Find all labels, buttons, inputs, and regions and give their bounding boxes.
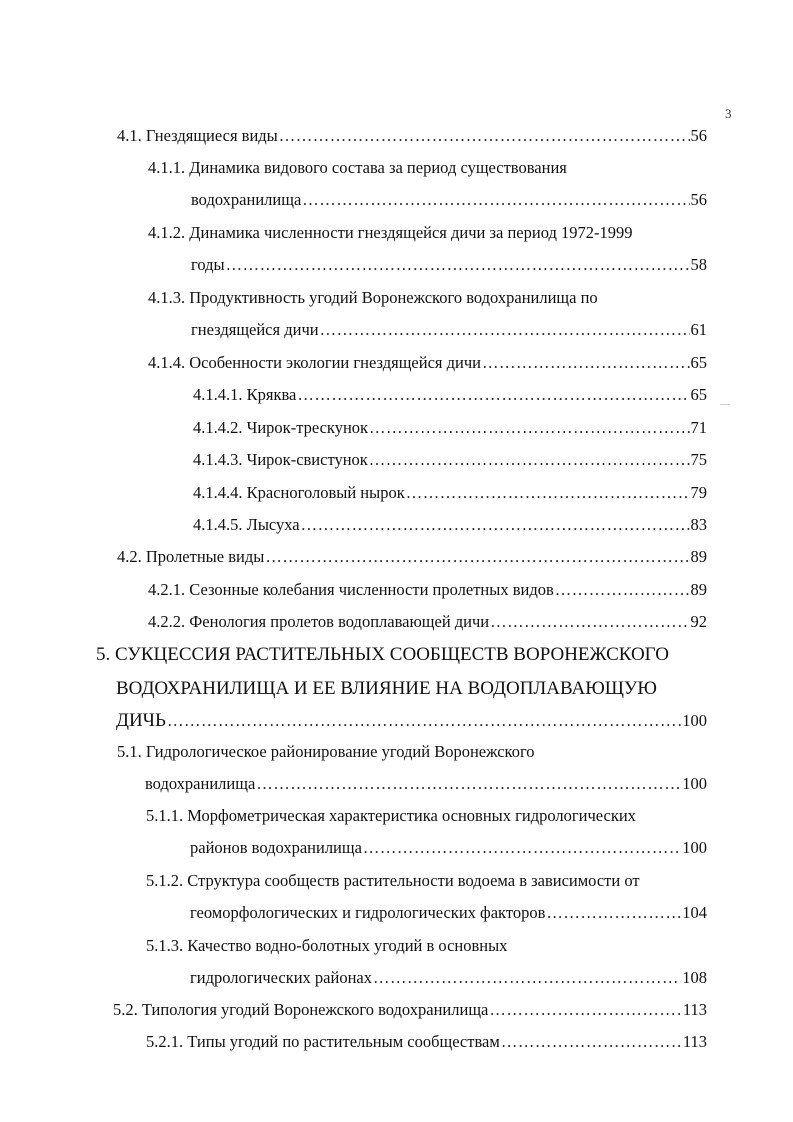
toc-title: 4.2. Пролетные виды (117, 547, 265, 566)
toc-row (148, 612, 707, 632)
toc-entry (113, 1000, 707, 1020)
toc-title-line: 5.1. Гидрологическое районирование угодий Воронежского (117, 742, 535, 761)
toc-entry (146, 936, 707, 988)
toc-title: годы (191, 255, 225, 274)
toc-row (148, 190, 707, 210)
toc-leader (363, 838, 681, 858)
toc-page: 56 (690, 190, 707, 209)
toc-row (193, 385, 707, 405)
toc-page: 83 (690, 515, 707, 534)
toc-leader (167, 709, 681, 733)
toc-page: 79 (690, 483, 707, 502)
toc-entry (146, 871, 707, 923)
toc-page: 65 (690, 353, 707, 372)
toc-page: 100 (682, 774, 707, 793)
toc-page: 100 (682, 711, 707, 730)
toc-entry (117, 126, 707, 146)
toc-title: 4.2.2. Фенология пролетов водоплавающей дичи (148, 612, 490, 631)
toc-title: 4.1.4.1. Кряква (193, 385, 297, 404)
toc-leader (265, 547, 689, 567)
toc-title-line: 4.1.2. Динамика численности гнездящейся дичи за период 1972-1999 (148, 223, 633, 242)
toc-entry (193, 483, 707, 503)
toc-title: 4.2.1. Сезонные колебания численности пролетных видов (148, 580, 554, 599)
toc-entry (193, 515, 707, 535)
toc-page: 92 (690, 612, 707, 631)
toc-entry (146, 806, 707, 858)
toc-title: геоморфологических и гидрологических факторов (190, 903, 546, 922)
toc-leader (490, 612, 689, 632)
toc-row (193, 515, 707, 535)
toc-leader (489, 1000, 682, 1020)
toc-page: 100 (682, 838, 707, 857)
toc-title-line: 5.1.3. Качество водно-болотных угодий в основных (146, 936, 508, 955)
toc-leader (373, 968, 681, 988)
toc-page: 108 (682, 968, 707, 987)
toc-page: 56 (690, 126, 707, 145)
toc-entry (148, 158, 707, 210)
toc-title: гидрологических районах (190, 968, 372, 987)
toc-page: 58 (690, 255, 707, 274)
toc-row (96, 709, 707, 733)
toc-row (117, 774, 707, 794)
toc-title-line: 5. СУКЦЕССИЯ РАСТИТЕЛЬНЫХ СООБЩЕСТВ ВОРОНЕЖСКОГО (96, 644, 669, 665)
toc-leader (501, 1032, 682, 1052)
toc-title-line: 5.1.2. Структура сообществ растительности водоема в зависимости от (146, 871, 640, 890)
toc-leader (297, 385, 689, 405)
toc-title: 4.1. Гнездящиеся виды (117, 126, 278, 145)
toc-page: 113 (682, 1000, 707, 1019)
toc-leader (256, 774, 681, 794)
page-number: 3 (725, 106, 732, 121)
toc-row (148, 353, 707, 373)
toc-row (148, 580, 707, 600)
toc-entry (117, 742, 707, 794)
toc-leader (302, 190, 689, 210)
toc-title: 4.1.4.5. Лысуха (193, 515, 300, 534)
toc-entry (193, 450, 707, 470)
toc-leader (320, 320, 690, 340)
toc-row (146, 903, 707, 923)
toc-title-line: 4.1.1. Динамика видового состава за период существования (148, 158, 567, 177)
toc-title-line: ВОДОХРАНИЛИЩА И ЕЕ ВЛИЯНИЕ НА ВОДОПЛАВАЮЩУЮ (116, 678, 657, 699)
toc-entry (146, 1032, 707, 1052)
toc-leader (369, 418, 689, 438)
toc-row (148, 255, 707, 275)
toc-row (146, 838, 707, 858)
toc-title: водохранилища (145, 774, 256, 793)
toc-leader (546, 903, 681, 923)
toc-row (146, 968, 707, 988)
toc-title: ДИЧЬ (116, 710, 166, 731)
toc-leader (369, 450, 690, 470)
toc-page: 104 (682, 903, 707, 922)
toc-leader (279, 126, 690, 146)
toc-entry (148, 580, 707, 600)
toc-row (146, 1032, 707, 1052)
toc-entry (193, 418, 707, 438)
toc-entry (148, 353, 707, 373)
toc-page: 61 (690, 320, 707, 339)
toc-row (117, 126, 707, 146)
toc-title: 5.2.1. Типы угодий по растительным сообществам (146, 1032, 500, 1051)
toc-row (193, 450, 707, 470)
toc-title-line: 5.1.1. Морфометрическая характеристика основных гидрологических (146, 806, 636, 825)
toc-entry (148, 288, 707, 340)
toc-row (113, 1000, 707, 1020)
toc-row (193, 418, 707, 438)
toc-page: 113 (682, 1032, 707, 1051)
toc-page: 75 (690, 450, 707, 469)
toc-row (117, 547, 707, 567)
toc-page: 89 (690, 580, 707, 599)
toc-entry (148, 612, 707, 632)
toc-title: 4.1.4.2. Чирок-трескунок (193, 418, 369, 437)
toc-leader (555, 580, 690, 600)
toc-title-line: 4.1.3. Продуктивность угодий Воронежского водохранилища по (148, 288, 598, 307)
toc-row (193, 483, 707, 503)
toc-chapter-entry (96, 643, 707, 733)
toc-title: 4.1.4. Особенности экологии гнездящейся дичи (148, 353, 481, 372)
toc-page: 89 (690, 547, 707, 566)
toc-title: водохранилища (191, 190, 302, 209)
toc-page: 65 (690, 385, 707, 404)
toc-title: 4.1.4.4. Красноголовый нырок (193, 483, 405, 502)
toc-page: 71 (690, 418, 707, 437)
toc-title: гнездящейся дичи (191, 320, 319, 339)
toc-title: 4.1.4.3. Чирок-свистунок (193, 450, 368, 469)
toc-leader (301, 515, 690, 535)
scan-mark (720, 404, 730, 405)
toc-row (148, 320, 707, 340)
toc-entry (193, 385, 707, 405)
toc-leader (482, 353, 690, 373)
toc-title: районов водохранилища (190, 838, 362, 857)
toc-leader (226, 255, 690, 275)
toc-title: 5.2. Типология угодий Воронежского водохранилища (113, 1000, 489, 1019)
toc-leader (406, 483, 690, 503)
toc-entry (117, 547, 707, 567)
toc-entry (148, 223, 707, 275)
